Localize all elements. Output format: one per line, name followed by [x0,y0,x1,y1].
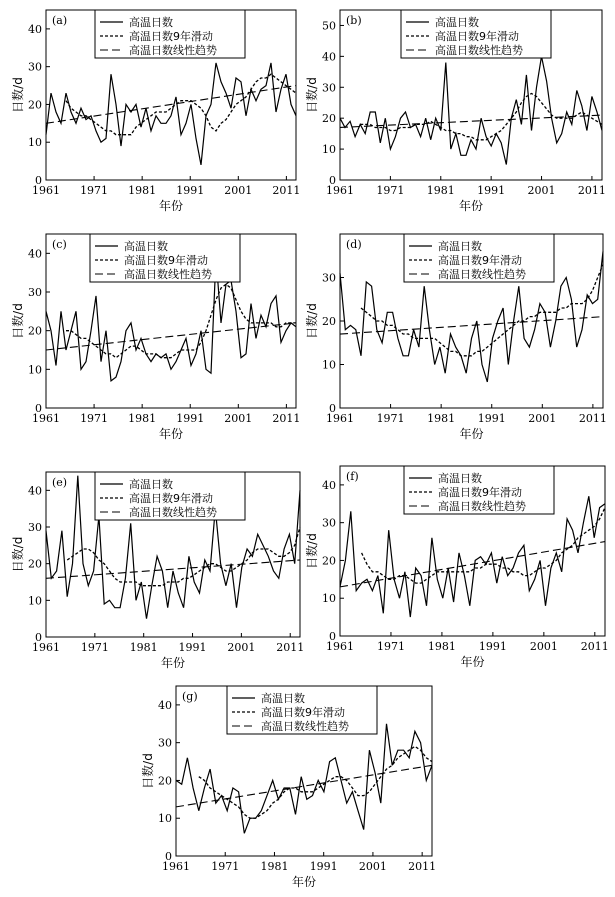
legend-item-observed-label: 高温日数 [129,16,173,29]
y-tick-label: 40 [28,247,42,261]
x-tick-label: 1961 [326,184,354,197]
x-tick-label: 2001 [358,860,387,873]
y-tick-label: 0 [35,631,42,644]
y-axis-label: 日数/d [305,533,319,569]
series-line-moving-average [199,746,432,818]
legend [90,234,240,282]
y-tick-label: 10 [28,594,42,608]
y-tick-label: 30 [28,60,42,74]
chart-panel-d [305,228,615,450]
y-tick-label: 30 [322,271,336,285]
series-line-linear-trend [340,317,603,334]
legend-item-observed-label: 高温日数 [124,240,168,253]
y-tick-label: 40 [322,50,336,64]
panel-label: (f) [346,470,359,483]
x-axis-label: 年份 [458,199,484,213]
y-tick-label: 30 [322,81,336,95]
series-line-high-temp-days [46,63,296,165]
x-axis-label: 年份 [160,656,186,670]
series-line-moving-average [66,74,296,135]
series-line-high-temp-days [176,724,432,834]
legend-item-trend-label: 高温日数线性趋势 [124,268,212,281]
series-line-moving-average [66,284,296,357]
y-tick-label: 30 [28,286,42,299]
chart-svg [0,0,305,220]
y-axis-label: 日数/d [305,303,319,339]
legend-item-trend-label: 高温日数线性趋势 [129,44,217,57]
y-tick-label: 0 [165,850,172,863]
y-tick-label: 0 [35,174,42,187]
chart-svg [0,456,305,681]
y-tick-label: 30 [158,736,172,750]
y-axis-label: 日数/d [305,77,319,113]
x-axis-label: 年份 [460,655,485,669]
chart-svg [305,0,615,220]
series-line-high-temp-days [340,56,602,164]
x-axis-label: 年份 [158,199,184,213]
legend-item-trend-label: 高温日数线性趋势 [261,720,349,733]
x-tick-label: 2001 [227,641,256,654]
x-tick-label: 1991 [477,184,506,197]
x-axis-label: 年份 [158,427,184,441]
y-tick-label: 20 [28,557,42,571]
panel-label: (b) [346,14,362,27]
x-tick-label: 1991 [309,860,338,873]
x-tick-label: 1991 [176,412,205,425]
x-tick-label: 2011 [577,184,606,197]
y-tick-label: 0 [329,402,336,415]
y-tick-label: 40 [28,484,42,498]
y-tick-label: 40 [158,698,172,712]
x-tick-label: 2001 [529,640,558,653]
panel-label: (g) [182,690,198,703]
y-tick-label: 20 [322,554,336,568]
panel-label: (c) [52,238,67,251]
x-tick-label: 1991 [178,641,207,654]
y-tick-label: 10 [322,358,336,372]
y-tick-label: 40 [322,478,336,492]
legend-item-trend-label: 高温日数线性趋势 [129,506,217,519]
legend [404,234,554,282]
legend-item-observed-label: 高温日数 [435,16,479,29]
y-tick-label: 30 [28,521,42,534]
x-tick-label: 1961 [32,184,60,197]
x-tick-label: 1981 [129,641,158,654]
y-axis-label: 日数/d [11,536,25,573]
chart-panel-g [132,680,442,895]
x-axis-label: 年份 [291,875,317,889]
x-tick-label: 2001 [527,184,556,197]
x-tick-label: 1971 [376,412,405,425]
x-tick-label: 1971 [80,412,109,425]
x-tick-label: 2011 [578,412,607,425]
y-axis-label: 日数/d [11,77,25,113]
x-tick-label: 1961 [326,412,354,425]
chart-svg [305,228,615,450]
legend-item-observed-label: 高温日数 [438,240,482,253]
x-axis-label: 年份 [459,427,484,441]
chart-panel-f [305,456,615,681]
x-tick-label: 1971 [376,184,405,197]
y-tick-label: 30 [322,516,336,530]
y-axis-label: 日数/d [141,753,155,789]
x-tick-label: 2001 [224,184,253,197]
legend-item-observed-label: 高温日数 [438,472,482,485]
y-tick-label: 0 [329,630,336,643]
chart-panel-a [0,0,305,220]
x-tick-label: 1981 [128,184,157,197]
x-tick-label: 1971 [376,640,405,653]
y-tick-label: 0 [35,402,42,415]
x-tick-label: 1971 [80,641,109,654]
series-line-linear-trend [340,115,602,127]
x-tick-label: 2011 [276,641,305,654]
y-tick-label: 50 [322,19,336,33]
x-tick-label: 2001 [528,412,557,425]
chart-panel-b [305,0,615,220]
legend [404,466,554,514]
x-tick-label: 2011 [272,412,301,425]
y-axis-label: 日数/d [11,303,25,339]
legend-item-trend-label: 高温日数线性趋势 [435,44,523,57]
y-tick-label: 40 [28,22,42,36]
x-tick-label: 2001 [224,412,253,425]
legend-item-trend-label: 高温日数线性趋势 [438,268,526,281]
y-tick-label: 20 [158,774,172,788]
x-tick-label: 1991 [478,640,507,653]
y-tick-label: 10 [322,143,336,157]
chart-svg [305,456,615,681]
chart-svg [0,228,305,450]
x-tick-label: 1981 [426,184,455,197]
legend-item-moving-label: 高温日数9年滑动 [124,254,208,267]
y-tick-label: 10 [28,363,42,377]
chart-panel-e [0,456,305,681]
series-line-linear-trend [46,86,296,124]
legend-item-moving-label: 高温日数9年滑动 [435,30,519,43]
legend-item-moving-label: 高温日数9年滑动 [261,706,345,719]
legend-item-moving-label: 高温日数9年滑动 [438,486,522,499]
x-tick-label: 2011 [408,860,437,873]
x-tick-label: 1961 [326,640,354,653]
legend-item-trend-label: 高温日数线性趋势 [438,500,526,513]
y-tick-label: 10 [322,592,336,606]
x-tick-label: 1981 [260,860,289,873]
x-tick-label: 1961 [162,860,190,873]
y-tick-label: 20 [322,112,336,126]
chart-panel-c [0,228,305,450]
x-tick-label: 1981 [128,412,157,425]
x-tick-label: 1971 [211,860,240,873]
x-tick-label: 1981 [427,640,456,653]
x-tick-label: 1991 [176,184,205,197]
legend [95,10,245,58]
x-tick-label: 1971 [80,184,109,197]
x-tick-label: 1991 [477,412,506,425]
legend [95,472,245,520]
series-line-moving-average [362,508,605,583]
legend-item-moving-label: 高温日数9年滑动 [129,492,213,505]
x-tick-label: 2011 [272,184,301,197]
legend-item-moving-label: 高温日数9年滑动 [438,254,522,267]
panel-label: (e) [52,476,68,489]
legend [401,10,551,58]
y-tick-label: 20 [28,98,42,112]
x-tick-label: 1961 [32,412,60,425]
legend-item-observed-label: 高温日数 [261,692,305,705]
y-tick-label: 0 [329,174,336,187]
chart-svg [132,680,442,895]
x-tick-label: 2011 [580,640,609,653]
y-tick-label: 10 [158,812,172,826]
legend-item-moving-label: 高温日数9年滑动 [129,30,213,43]
panel-label: (a) [52,14,68,27]
y-tick-label: 20 [322,315,336,328]
legend-item-observed-label: 高温日数 [129,478,173,491]
x-tick-label: 1981 [427,412,456,425]
y-tick-label: 10 [28,136,42,150]
legend [227,686,377,734]
y-tick-label: 20 [28,324,42,338]
panel-label: (d) [346,238,362,251]
x-tick-label: 1961 [32,641,60,654]
